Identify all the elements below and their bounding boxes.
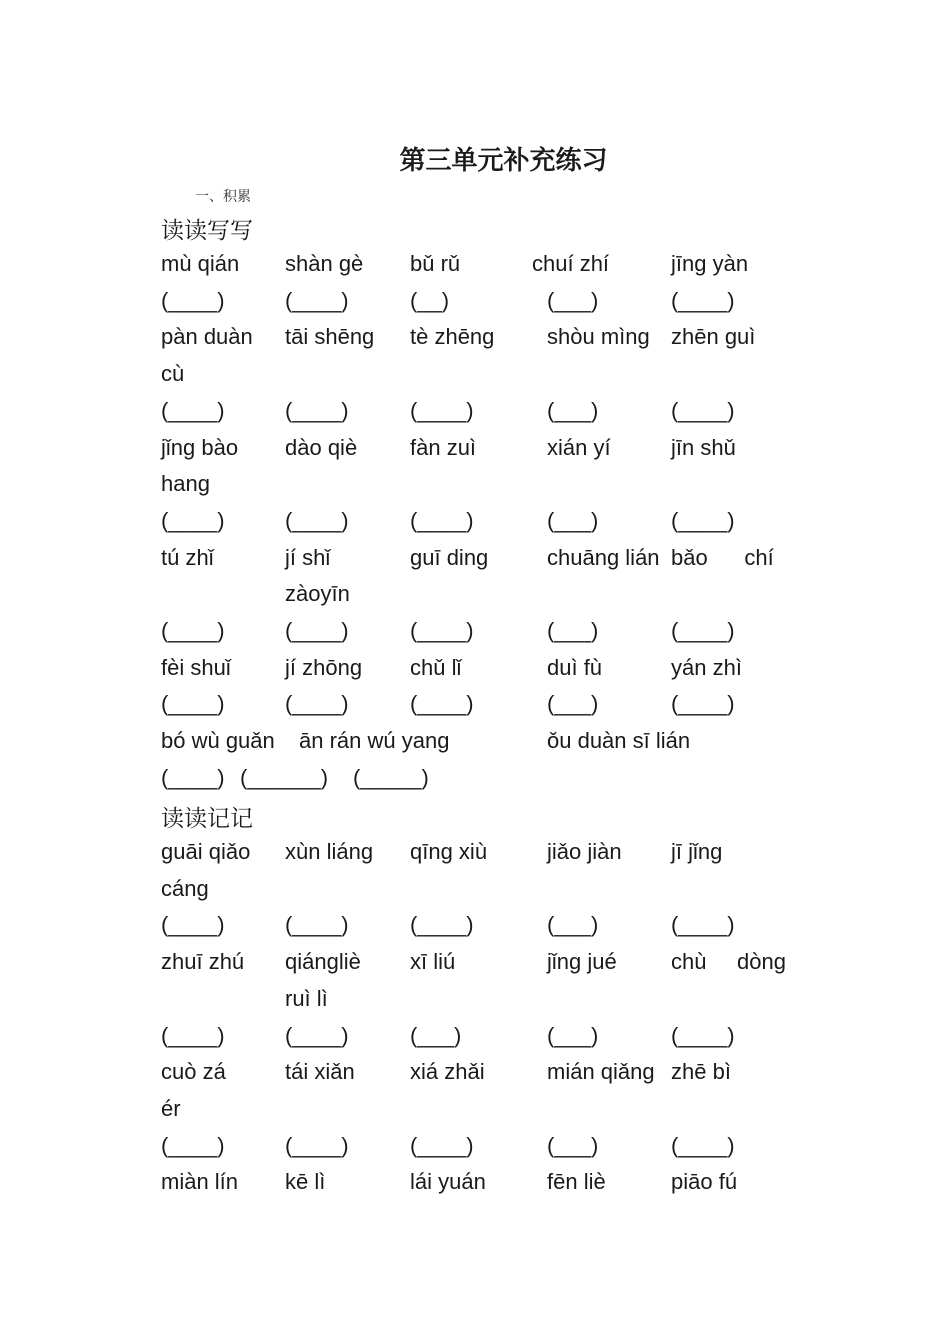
pinyin-text: pàn duàn — [161, 324, 253, 350]
pinyin-text: xiá zhǎi — [410, 1059, 485, 1085]
answer-blank: (___) — [547, 1132, 599, 1158]
answer-blank: (____) — [285, 691, 349, 717]
pinyin-text: fèi shuǐ — [161, 654, 231, 680]
pinyin-text: jīng yàn — [671, 251, 749, 276]
pinyin-text: duì fù — [547, 654, 603, 680]
answer-blank: (___) — [547, 397, 599, 423]
answer-blank: (____) — [671, 1022, 735, 1048]
pinyin-text: fàn zuì — [410, 434, 477, 460]
pinyin-text: chù dòng — [671, 949, 786, 975]
pinyin-text: chuí zhí — [532, 251, 610, 276]
pinyin-text: jīn shǔ — [671, 434, 736, 460]
answer-blank: (____) — [671, 287, 735, 313]
pinyin-text: piāo fú — [671, 1169, 738, 1195]
pinyin-text: shàn gè — [285, 251, 364, 276]
pinyin-text: yán zhì — [671, 654, 742, 680]
answer-blank: (____) — [671, 397, 735, 423]
pinyin-text: miàn lín — [161, 1169, 239, 1195]
pinyin-text: tái xiǎn — [285, 1059, 355, 1085]
answer-blank: (____) — [161, 287, 225, 313]
pinyin-text: ér — [161, 1095, 181, 1121]
answer-blank: (____) — [410, 397, 474, 423]
pinyin-text: chuāng lián — [547, 544, 660, 570]
answer-blank: (____) — [161, 1132, 225, 1158]
pinyin-text: zhē bì — [671, 1059, 731, 1085]
pinyin-text: zàoyīn — [285, 581, 350, 607]
pinyin-text: xùn liáng — [285, 839, 374, 864]
pinyin-text: jiǎo jiàn — [547, 839, 622, 864]
answer-blank: (____) — [410, 912, 474, 938]
answer-blank: (____) — [671, 507, 735, 533]
pinyin-text: xī liú — [410, 949, 456, 975]
pinyin-text: cáng — [161, 875, 209, 901]
answer-blank: (______) — [240, 764, 329, 790]
pinyin-text: cuò zá — [161, 1059, 226, 1085]
pinyin-text: mù qián — [161, 251, 240, 276]
answer-blank: (___) — [547, 287, 599, 313]
page-title: 第三单元补充练习 — [399, 146, 608, 176]
pinyin-text: bǎo chí — [671, 544, 774, 570]
pinyin-text: fēn liè — [547, 1169, 606, 1195]
answer-blank: (____) — [285, 1132, 349, 1158]
pinyin-text: jǐng jué — [547, 949, 617, 975]
pinyin-text: jī jǐng — [671, 839, 723, 864]
answer-blank: (___) — [547, 912, 599, 938]
pinyin-text: tè zhēng — [410, 324, 495, 350]
pinyin-text: tāi shēng — [285, 324, 375, 350]
answer-blank: (____) — [161, 618, 225, 643]
pinyin-text: mián qiǎng — [547, 1059, 655, 1085]
answer-blank: (____) — [410, 618, 474, 643]
pinyin-text: bó wù guǎn — [161, 728, 275, 754]
answer-blank: (____) — [285, 1022, 349, 1048]
answer-blank: (____) — [161, 397, 225, 423]
pinyin-text: hang — [161, 471, 210, 497]
pinyin-text: zhuī zhú — [161, 949, 245, 975]
answer-blank: (____) — [671, 1132, 735, 1158]
pinyin-text: ǒu duàn sī lián — [547, 728, 691, 754]
answer-blank: (____) — [161, 764, 225, 790]
pinyin-text: kē lì — [285, 1169, 326, 1195]
answer-blank: (____) — [671, 912, 735, 938]
pinyin-text: xián yí — [547, 434, 611, 460]
answer-blank: (___) — [547, 507, 599, 533]
answer-blank: (____) — [161, 1022, 225, 1048]
section-one-label: 一、积累 — [195, 189, 251, 205]
answer-blank: (____) — [671, 691, 735, 717]
answer-blank: (__) — [410, 287, 450, 313]
pinyin-text: guāi qiǎo — [161, 839, 251, 864]
answer-blank: (____) — [285, 618, 349, 643]
pinyin-text: shòu mìng — [547, 324, 650, 350]
pinyin-text: qīng xiù — [410, 839, 488, 864]
section-heading: 读读写写 — [161, 218, 253, 244]
pinyin-text: jí shǐ — [285, 544, 331, 570]
pinyin-text: dào qiè — [285, 434, 358, 460]
answer-blank: (___) — [410, 1022, 462, 1048]
section-heading: 读读记记 — [161, 806, 253, 832]
answer-blank: (____) — [671, 618, 735, 643]
answer-blank: (____) — [410, 507, 474, 533]
answer-blank: (____) — [285, 287, 349, 313]
answer-blank: (_____) — [353, 764, 429, 790]
answer-blank: (____) — [285, 507, 349, 533]
pinyin-text: tú zhǐ — [161, 544, 214, 570]
pinyin-text: cù — [161, 361, 185, 387]
pinyin-text: guī ding — [410, 544, 489, 570]
answer-blank: (____) — [410, 691, 474, 717]
pinyin-text: jí zhōng — [285, 654, 363, 680]
answer-blank: (____) — [285, 912, 349, 938]
pinyin-text: bǔ rǔ — [410, 251, 461, 276]
pinyin-text: ān rán wú yang — [299, 728, 450, 754]
pinyin-text: lái yuán — [410, 1169, 486, 1195]
answer-blank: (____) — [285, 397, 349, 423]
pinyin-text: ruì lì — [285, 985, 328, 1011]
answer-blank: (____) — [161, 507, 225, 533]
answer-blank: (____) — [410, 1132, 474, 1158]
pinyin-text: zhēn guì — [671, 324, 756, 350]
answer-blank: (___) — [547, 691, 599, 717]
pinyin-text: qiángliè — [285, 949, 361, 975]
pinyin-text: jǐng bào — [161, 434, 239, 460]
answer-blank: (___) — [547, 1022, 599, 1048]
answer-blank: (____) — [161, 691, 225, 717]
answer-blank: (___) — [547, 618, 599, 643]
answer-blank: (____) — [161, 912, 225, 938]
pinyin-text: chǔ lǐ — [410, 654, 462, 680]
